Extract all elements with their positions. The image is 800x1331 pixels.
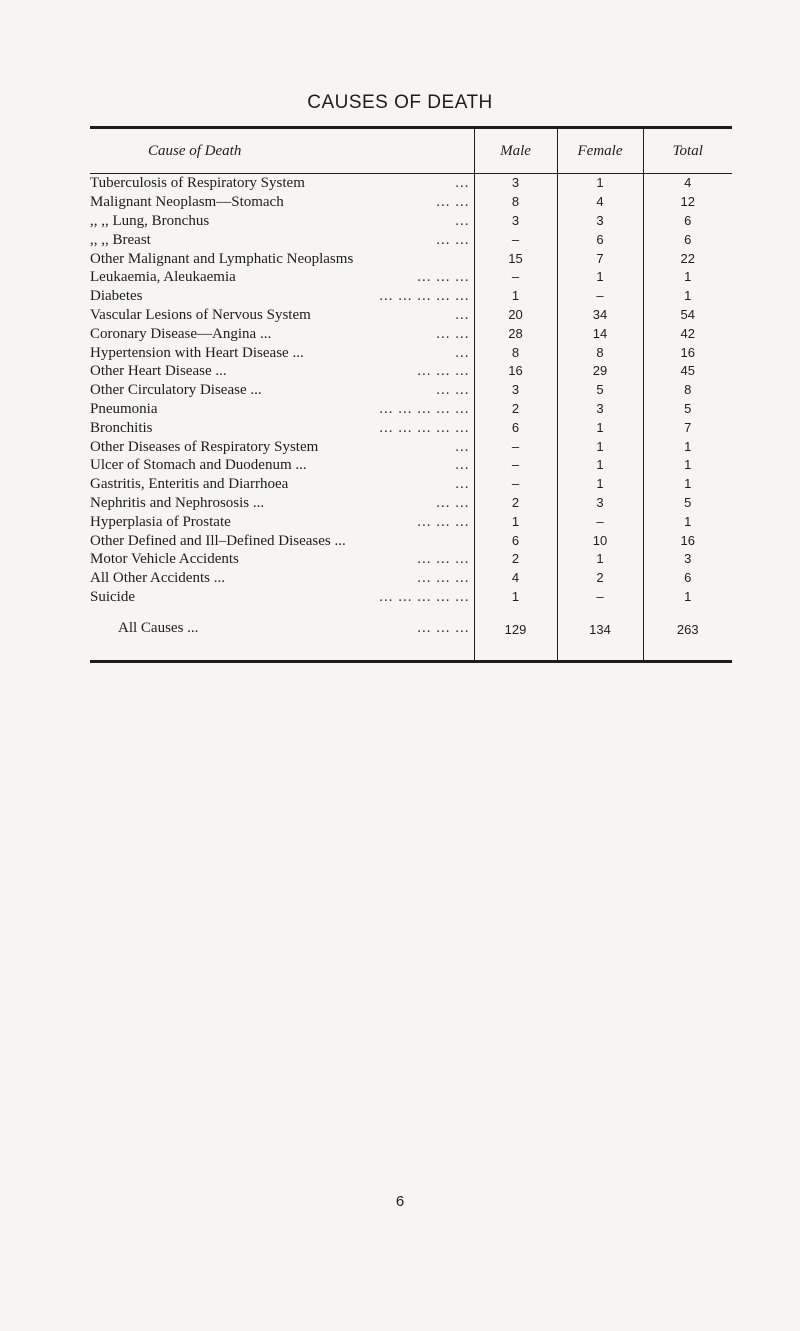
column-header-total: Total xyxy=(643,128,732,174)
female-count: – xyxy=(557,512,643,531)
table-row xyxy=(90,174,732,193)
cause-cell xyxy=(90,193,474,212)
female-count: 1 xyxy=(557,418,643,437)
female-count: 3 xyxy=(557,494,643,513)
total-count: 5 xyxy=(643,494,732,513)
cause-label: All Other Accidents ... xyxy=(90,570,225,587)
cause-label: Nephritis and Nephrososis ... xyxy=(90,494,265,511)
cause-label: ,, ,, Lung, Bronchus xyxy=(90,212,210,229)
cause-cell xyxy=(90,475,474,494)
female-count: 1 xyxy=(557,550,643,569)
table-row xyxy=(90,400,732,419)
cause-label: Bronchitis xyxy=(90,419,153,436)
page-title: CAUSES OF DEATH xyxy=(307,92,493,113)
male-count: 1 xyxy=(474,287,557,306)
female-count: 7 xyxy=(557,249,643,268)
dot-leader: ... ... ... ... ... xyxy=(379,588,470,605)
female-count: – xyxy=(557,287,643,306)
female-count: 3 xyxy=(557,400,643,419)
cause-label: Other Circulatory Disease ... xyxy=(90,382,262,399)
cause-label: Vascular Lesions of Nervous System xyxy=(90,306,311,323)
female-count: 14 xyxy=(557,324,643,343)
total-count: 16 xyxy=(643,531,732,550)
cause-label: Hyperplasia of Prostate xyxy=(90,513,231,530)
female-count: 1 xyxy=(557,174,643,193)
male-count: 3 xyxy=(474,381,557,400)
dot-leader: ... xyxy=(455,438,470,455)
spacer-cell xyxy=(643,606,732,618)
dot-leader: ... ... xyxy=(436,494,470,511)
male-count: 1 xyxy=(474,588,557,607)
totals-total: 263 xyxy=(643,618,732,662)
cause-cell xyxy=(90,531,474,550)
table-row xyxy=(90,249,732,268)
male-count: 6 xyxy=(474,418,557,437)
spacer-row xyxy=(90,606,732,618)
total-count: 22 xyxy=(643,249,732,268)
cause-label: Other Defined and Ill–Defined Diseases ... xyxy=(90,532,346,549)
cause-cell xyxy=(90,249,474,268)
cause-label: Suicide xyxy=(90,588,135,605)
male-count: 20 xyxy=(474,306,557,325)
cause-cell xyxy=(90,324,474,343)
total-count: 3 xyxy=(643,550,732,569)
table-row xyxy=(90,362,732,381)
table-row xyxy=(90,230,732,249)
totals-label-cell xyxy=(90,618,474,662)
cause-cell xyxy=(90,437,474,456)
cause-cell xyxy=(90,362,474,381)
female-count: 4 xyxy=(557,193,643,212)
female-count: 1 xyxy=(557,475,643,494)
dot-leader: ... xyxy=(455,175,470,192)
female-count: 1 xyxy=(557,437,643,456)
totals-male: 129 xyxy=(474,618,557,662)
male-count: 15 xyxy=(474,249,557,268)
female-count: 5 xyxy=(557,381,643,400)
dot-leader: ... ... ... xyxy=(417,570,470,587)
cause-label: Ulcer of Stomach and Duodenum ... xyxy=(90,457,307,474)
female-count: 8 xyxy=(557,343,643,362)
page-number: 6 xyxy=(395,1193,405,1210)
total-count: 45 xyxy=(643,362,732,381)
dot-leader: ... xyxy=(455,476,470,493)
table-body xyxy=(90,174,732,619)
male-count: 1 xyxy=(474,512,557,531)
male-count: – xyxy=(474,230,557,249)
cause-cell xyxy=(90,569,474,588)
table-row xyxy=(90,287,732,306)
table-row xyxy=(90,381,732,400)
cause-cell xyxy=(90,381,474,400)
cause-cell xyxy=(90,268,474,287)
table-row xyxy=(90,588,732,607)
cause-cell xyxy=(90,550,474,569)
totals-row xyxy=(90,618,732,662)
total-count: 6 xyxy=(643,212,732,231)
dot-leader: ... xyxy=(455,344,470,361)
female-count: 6 xyxy=(557,230,643,249)
male-count: 2 xyxy=(474,550,557,569)
table-row xyxy=(90,531,732,550)
totals-dot-leader: ... ... ... xyxy=(417,620,470,637)
causes-of-death-table xyxy=(90,126,732,663)
dot-leader: ... ... xyxy=(436,382,470,399)
cause-cell xyxy=(90,343,474,362)
cause-label: Motor Vehicle Accidents xyxy=(90,551,239,568)
male-count: 4 xyxy=(474,569,557,588)
total-count: 12 xyxy=(643,193,732,212)
totals-label: All Causes ... xyxy=(118,620,199,637)
female-count: 1 xyxy=(557,456,643,475)
male-count: 8 xyxy=(474,343,557,362)
female-count: 3 xyxy=(557,212,643,231)
cause-cell xyxy=(90,306,474,325)
dot-leader: ... xyxy=(455,457,470,474)
cause-label: Coronary Disease—Angina ... xyxy=(90,325,272,342)
total-count: 1 xyxy=(643,588,732,607)
table-row xyxy=(90,324,732,343)
male-count: 8 xyxy=(474,193,557,212)
dot-leader: ... ... ... ... ... xyxy=(379,419,470,436)
table-row xyxy=(90,343,732,362)
table-row xyxy=(90,437,732,456)
table-row xyxy=(90,418,732,437)
total-count: 1 xyxy=(643,512,732,531)
cause-label: Other Heart Disease ... xyxy=(90,363,227,380)
cause-cell xyxy=(90,512,474,531)
male-count: 2 xyxy=(474,400,557,419)
column-header-cause: Cause of Death xyxy=(90,128,474,174)
cause-label: Pneumonia xyxy=(90,400,158,417)
dot-leader: ... ... xyxy=(436,325,470,342)
dot-leader: ... xyxy=(455,306,470,323)
female-count: 29 xyxy=(557,362,643,381)
male-count: 28 xyxy=(474,324,557,343)
male-count: – xyxy=(474,268,557,287)
total-count: 6 xyxy=(643,569,732,588)
dot-leader: ... ... xyxy=(436,194,470,211)
table-row xyxy=(90,456,732,475)
table-row xyxy=(90,212,732,231)
table-row xyxy=(90,475,732,494)
total-count: 7 xyxy=(643,418,732,437)
totals-female: 134 xyxy=(557,618,643,662)
cause-label: Leukaemia, Aleukaemia xyxy=(90,269,236,286)
table-row xyxy=(90,306,732,325)
dot-leader: ... ... ... xyxy=(417,269,470,286)
male-count: 16 xyxy=(474,362,557,381)
table-row xyxy=(90,550,732,569)
male-count: 3 xyxy=(474,174,557,193)
column-header-female: Female xyxy=(557,128,643,174)
cause-cell xyxy=(90,212,474,231)
total-count: 1 xyxy=(643,456,732,475)
total-count: 5 xyxy=(643,400,732,419)
data-table xyxy=(90,126,732,663)
cause-label: Other Malignant and Lymphatic Neoplasms xyxy=(90,250,354,267)
total-count: 54 xyxy=(643,306,732,325)
dot-leader: ... ... ... ... ... xyxy=(379,400,470,417)
total-count: 6 xyxy=(643,230,732,249)
table-row xyxy=(90,494,732,513)
total-count: 1 xyxy=(643,268,732,287)
spacer-cell xyxy=(557,606,643,618)
cause-cell xyxy=(90,174,474,193)
female-count: 1 xyxy=(557,268,643,287)
cause-cell xyxy=(90,456,474,475)
dot-leader: ... xyxy=(455,212,470,229)
male-count: 6 xyxy=(474,531,557,550)
cause-cell xyxy=(90,230,474,249)
male-count: – xyxy=(474,475,557,494)
cause-label: Diabetes xyxy=(90,288,143,305)
cause-label: Tuberculosis of Respiratory System xyxy=(90,175,305,192)
female-count: – xyxy=(557,588,643,607)
spacer-cell xyxy=(474,606,557,618)
dot-leader: ... ... ... xyxy=(417,551,470,568)
total-count: 1 xyxy=(643,287,732,306)
dot-leader: ... ... xyxy=(436,231,470,248)
female-count: 34 xyxy=(557,306,643,325)
male-count: – xyxy=(474,456,557,475)
header-row xyxy=(90,128,732,174)
cause-cell xyxy=(90,494,474,513)
total-count: 4 xyxy=(643,174,732,193)
total-count: 1 xyxy=(643,437,732,456)
dot-leader: ... ... ... xyxy=(417,363,470,380)
cause-label: Gastritis, Enteritis and Diarrhoea xyxy=(90,476,289,493)
total-count: 8 xyxy=(643,381,732,400)
female-count: 2 xyxy=(557,569,643,588)
total-count: 42 xyxy=(643,324,732,343)
spacer-cell xyxy=(90,606,474,618)
cause-cell xyxy=(90,400,474,419)
male-count: 3 xyxy=(474,212,557,231)
male-count: – xyxy=(474,437,557,456)
table-row xyxy=(90,193,732,212)
cause-label: Other Diseases of Respiratory System xyxy=(90,438,319,455)
cause-cell xyxy=(90,418,474,437)
dot-leader: ... ... ... xyxy=(417,513,470,530)
total-count: 16 xyxy=(643,343,732,362)
male-count: 2 xyxy=(474,494,557,513)
cause-label: Malignant Neoplasm—Stomach xyxy=(90,194,284,211)
cause-label: Hypertension with Heart Disease ... xyxy=(90,344,304,361)
table-row xyxy=(90,569,732,588)
table-row xyxy=(90,512,732,531)
female-count: 10 xyxy=(557,531,643,550)
dot-leader: ... ... ... ... ... xyxy=(379,288,470,305)
cause-cell xyxy=(90,588,474,607)
cause-cell xyxy=(90,287,474,306)
cause-label: ,, ,, Breast xyxy=(90,231,151,248)
column-header-male: Male xyxy=(474,128,557,174)
table-row xyxy=(90,268,732,287)
total-count: 1 xyxy=(643,475,732,494)
